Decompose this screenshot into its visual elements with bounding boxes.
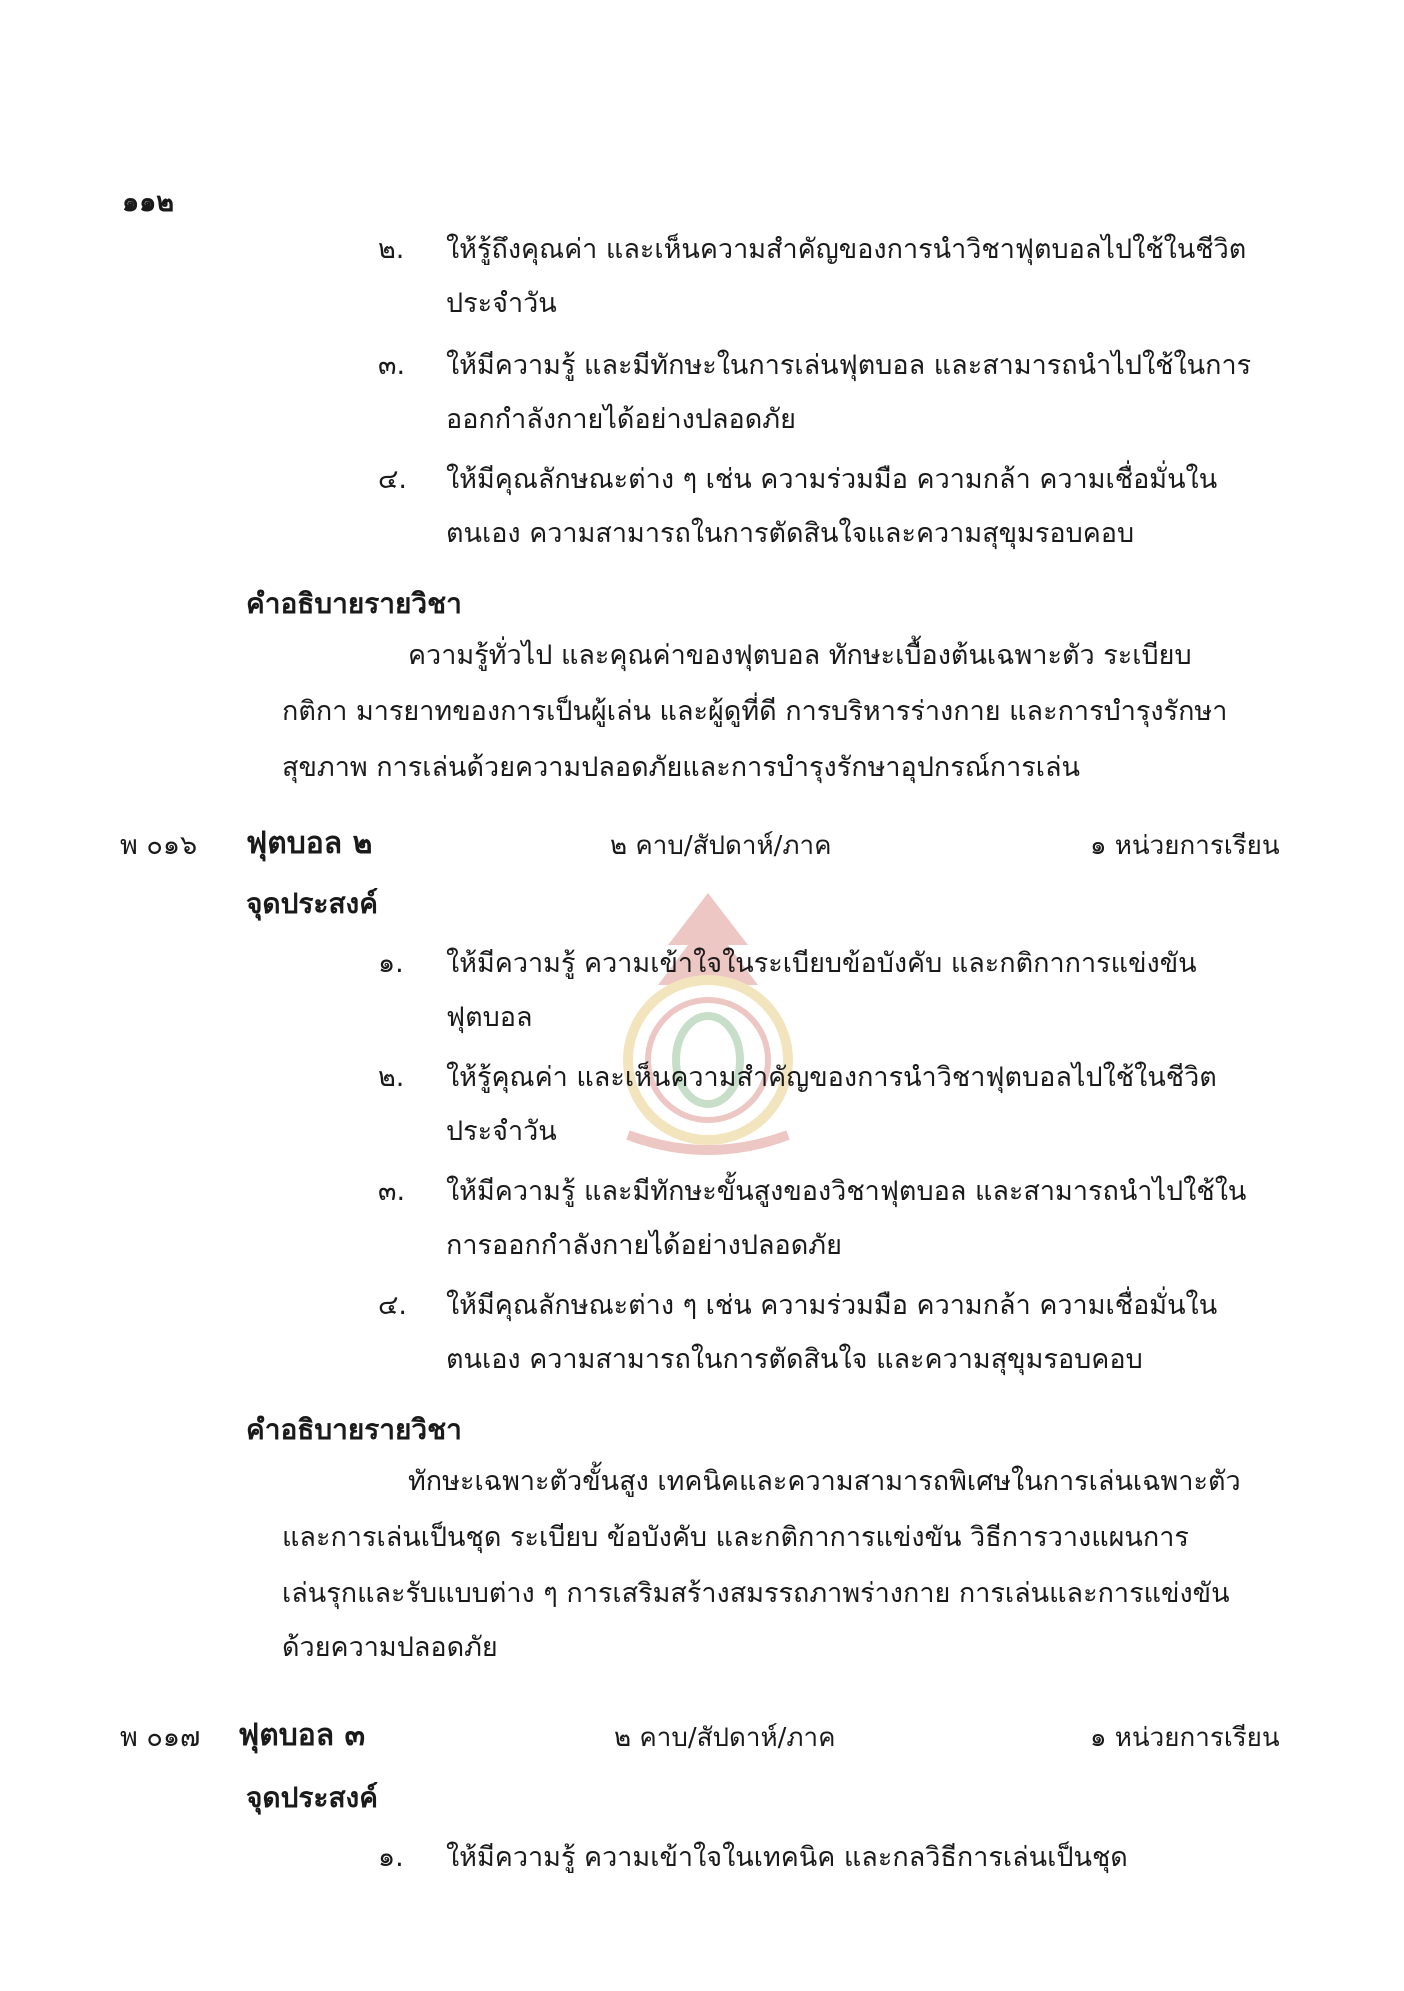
objective-text: ให้รู้คุณค่า และเห็นความสำคัญของการนำวิชาฟุตบอลไปใช้ในชีวิต xyxy=(446,1062,1217,1093)
course-time: ๒ คาบ/สัปดาห์/ภาค xyxy=(610,831,832,861)
course-time: ๒ คาบ/สัปดาห์/ภาค xyxy=(614,1723,836,1753)
objective-text: ให้มีความรู้ ความเข้าใจในเทคนิค และกลวิธีการเล่นเป็นชุด xyxy=(446,1842,1128,1873)
objective-number: ๔. xyxy=(378,1290,408,1321)
objective-number: ๒. xyxy=(378,234,405,265)
course-units: ๑ หน่วยการเรียน xyxy=(1090,1723,1280,1753)
section-heading: จุดประสงค์ xyxy=(246,1781,378,1814)
description-line: สุขภาพ การเล่นด้วยความปลอดภัยและการบำรุงรักษาอุปกรณ์การเล่น xyxy=(282,752,1081,783)
section-heading: คำอธิบายรายวิชา xyxy=(246,587,462,620)
objective-text: ตนเอง ความสามารถในการตัดสินใจ และความสุขุมรอบคอบ xyxy=(446,1344,1143,1375)
course-title: ฟุตบอล ๓ xyxy=(238,1718,366,1753)
description-line: เล่นรุกและรับแบบต่าง ๆ การเสริมสร้างสมรรถภาพร่างกาย การเล่นและการแข่งขัน xyxy=(282,1578,1230,1609)
objective-text: ให้มีคุณลักษณะต่าง ๆ เช่น ความร่วมมือ ความกล้า ความเชื่อมั่นใน xyxy=(446,1290,1218,1321)
objective-text: ให้รู้ถึงคุณค่า และเห็นความสำคัญของการนำวิชาฟุตบอลไปใช้ในชีวิต xyxy=(446,234,1247,265)
objective-number: ๓. xyxy=(378,350,406,381)
objective-text: ออกกำลังกายได้อย่างปลอดภัย xyxy=(446,404,796,435)
objective-text: ประจำวัน xyxy=(446,288,557,319)
objective-text: ให้มีคุณลักษณะต่าง ๆ เช่น ความร่วมมือ ความกล้า ความเชื่อมั่นใน xyxy=(446,464,1218,495)
objective-text: การออกกำลังกายได้อย่างปลอดภัย xyxy=(446,1230,842,1261)
course-code: พ ๐๑๗ xyxy=(120,1722,201,1753)
objective-text: ให้มีความรู้ และมีทักษะในการเล่นฟุตบอล และสามารถนำไปใช้ในการ xyxy=(446,350,1252,381)
course-title: ฟุตบอล ๒ xyxy=(246,826,373,861)
watermark-seal xyxy=(598,885,818,1155)
description-line: และการเล่นเป็นชุด ระเบียบ ข้อบังคับ และกติกาการแข่งขัน วิธีการวางแผนการ xyxy=(282,1522,1189,1553)
description-line: ความรู้ทั่วไป และคุณค่าของฟุตบอล ทักษะเบื้องต้นเฉพาะตัว ระเบียบ xyxy=(408,640,1192,671)
objective-text: ตนเอง ความสามารถในการตัดสินใจและความสุขุมรอบคอบ xyxy=(446,518,1135,549)
objective-number: ๔. xyxy=(378,464,408,495)
section-heading: คำอธิบายรายวิชา xyxy=(246,1413,462,1446)
objective-number: ๑. xyxy=(378,948,404,979)
description-line: กติกา มารยาทของการเป็นผู้เล่น และผู้ดูที่ดี การบริหารร่างกาย และการบำรุงรักษา xyxy=(282,696,1228,727)
objective-number: ๑. xyxy=(378,1842,404,1873)
description-line: ด้วยความปลอดภัย xyxy=(282,1632,498,1663)
objective-text: ให้มีความรู้ ความเข้าใจในระเบียบข้อบังคับ และกติกาการแข่งขัน xyxy=(446,948,1197,979)
description-line: ทักษะเฉพาะตัวขั้นสูง เทคนิคและความสามารถพิเศษในการเล่นเฉพาะตัว xyxy=(408,1466,1241,1497)
course-units: ๑ หน่วยการเรียน xyxy=(1090,831,1280,861)
objective-text: ประจำวัน xyxy=(446,1116,557,1147)
course-code: พ ๐๑๖ xyxy=(120,830,198,861)
objective-text: ฟุตบอล xyxy=(446,1002,533,1033)
section-heading: จุดประสงค์ xyxy=(246,887,378,920)
objective-number: ๒. xyxy=(378,1062,405,1093)
page-number: ๑๑๒ xyxy=(122,187,175,218)
objective-number: ๓. xyxy=(378,1176,406,1207)
objective-text: ให้มีความรู้ และมีทักษะขั้นสูงของวิชาฟุตบอล และสามารถนำไปใช้ใน xyxy=(446,1176,1247,1207)
